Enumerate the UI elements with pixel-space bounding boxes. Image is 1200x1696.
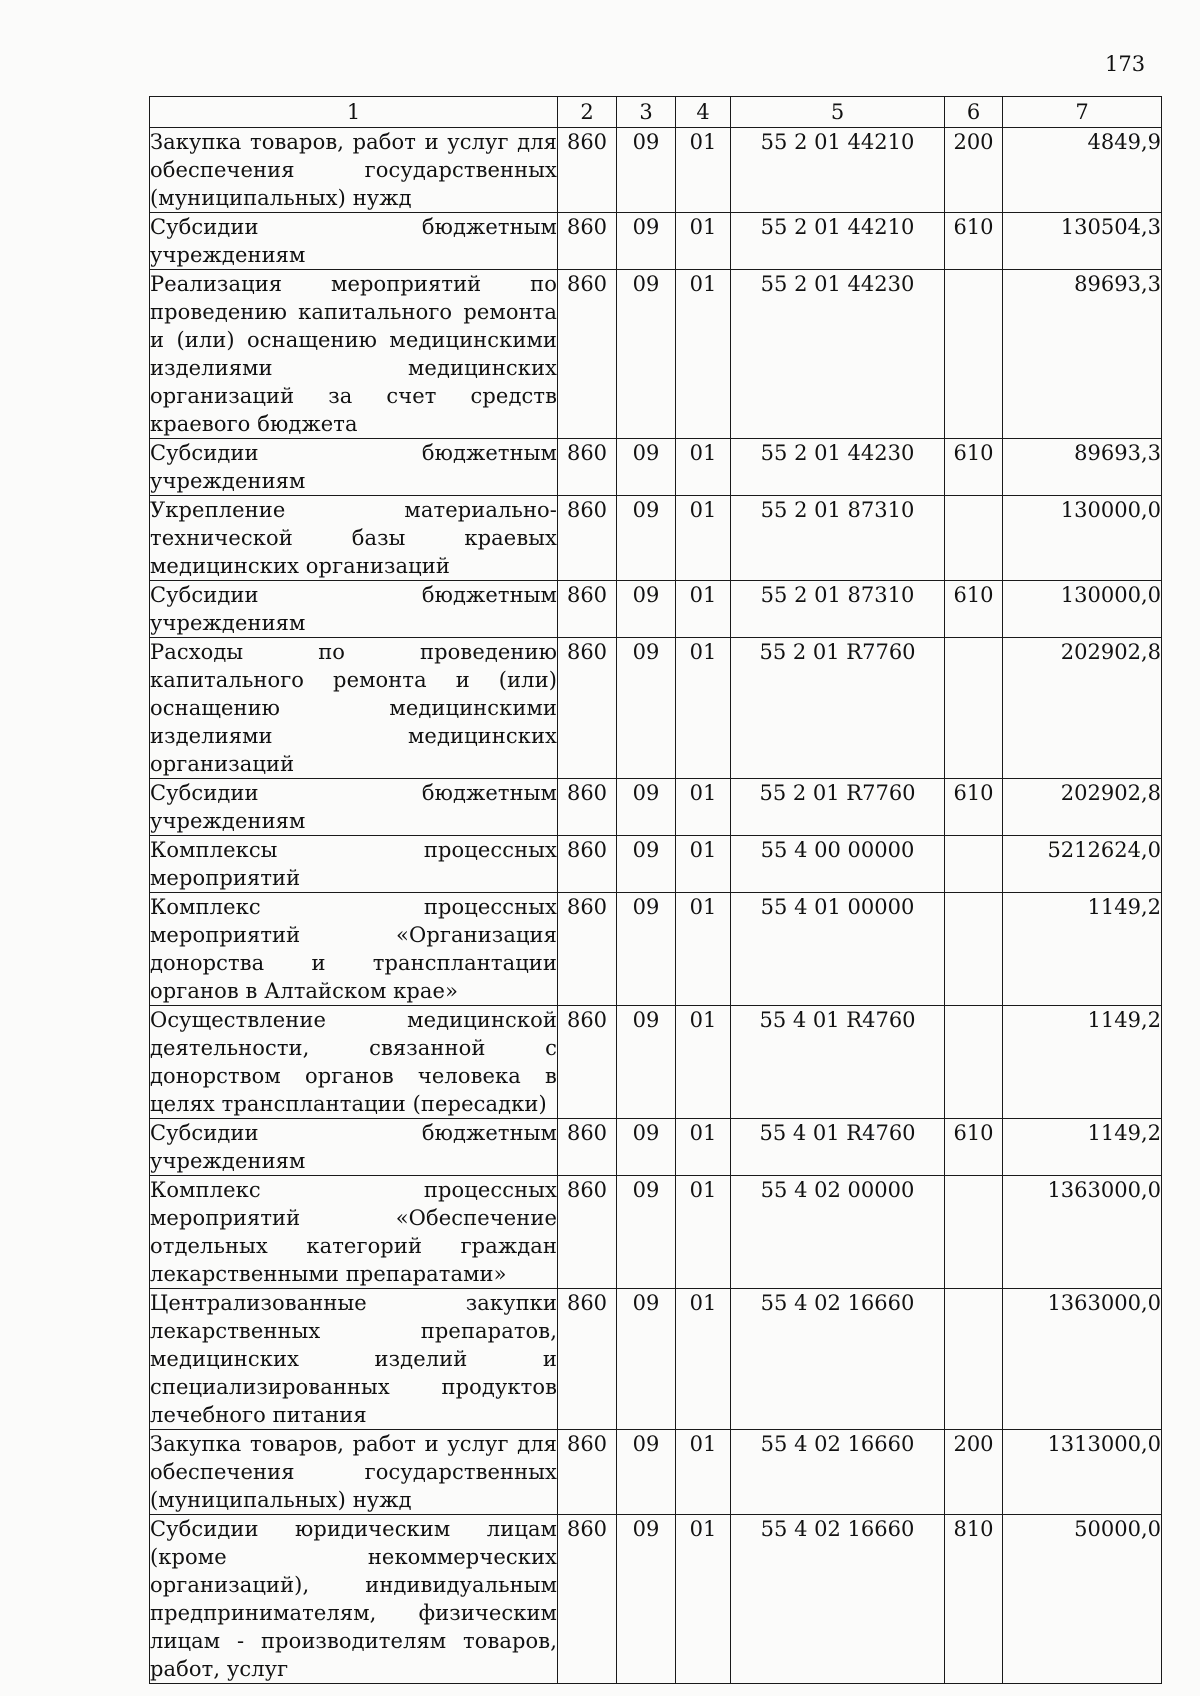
row-amount: 1149,2	[1003, 893, 1162, 1006]
row-section-code: 09	[617, 893, 676, 1006]
table-row	[150, 1119, 1162, 1176]
row-expense-type-code	[945, 496, 1003, 581]
row-section-code: 09	[617, 128, 676, 213]
row-ministry-code: 860	[558, 439, 617, 496]
row-name: Централизованные закупки лекарственных препаратов, медицинских изделий и специализированных продуктов лечебного питания	[150, 1289, 558, 1430]
row-target-item-code: 55 2 01 44210	[731, 128, 945, 213]
row-subsection-code: 01	[676, 779, 731, 836]
row-expense-type-code	[945, 270, 1003, 439]
row-ministry-code: 860	[558, 1515, 617, 1684]
row-expense-type-code: 200	[945, 1430, 1003, 1515]
row-section-code: 09	[617, 439, 676, 496]
row-ministry-code: 860	[558, 1176, 617, 1289]
row-section-code: 09	[617, 1119, 676, 1176]
table-row	[150, 213, 1162, 270]
row-target-item-code: 55 2 01 R7760	[731, 779, 945, 836]
row-amount: 89693,3	[1003, 439, 1162, 496]
row-target-item-code: 55 4 01 00000	[731, 893, 945, 1006]
table-row	[150, 496, 1162, 581]
row-target-item-code: 55 2 01 87310	[731, 496, 945, 581]
row-subsection-code: 01	[676, 1289, 731, 1430]
row-name: Субсидии бюджетным учреждениям	[150, 439, 558, 496]
row-expense-type-code	[945, 836, 1003, 893]
row-ministry-code: 860	[558, 1119, 617, 1176]
row-name: Комплекс процессных мероприятий «Обеспечение отдельных категорий граждан лекарственными препаратами»	[150, 1176, 558, 1289]
row-subsection-code: 01	[676, 496, 731, 581]
row-target-item-code: 55 2 01 R7760	[731, 638, 945, 779]
row-expense-type-code	[945, 638, 1003, 779]
row-subsection-code: 01	[676, 213, 731, 270]
row-name: Субсидии бюджетным учреждениям	[150, 779, 558, 836]
row-expense-type-code	[945, 1006, 1003, 1119]
column-header-7: 7	[1003, 97, 1162, 128]
row-name: Осуществление медицинской деятельности, связанной с донорством органов человека в целях трансплантации (пересадки)	[150, 1006, 558, 1119]
row-ministry-code: 860	[558, 581, 617, 638]
row-amount: 4849,9	[1003, 128, 1162, 213]
row-expense-type-code: 610	[945, 779, 1003, 836]
row-ministry-code: 860	[558, 1430, 617, 1515]
row-section-code: 09	[617, 213, 676, 270]
column-header-2: 2	[558, 97, 617, 128]
table-row	[150, 270, 1162, 439]
column-header-3: 3	[617, 97, 676, 128]
table-row	[150, 128, 1162, 213]
row-amount: 1313000,0	[1003, 1430, 1162, 1515]
row-subsection-code: 01	[676, 638, 731, 779]
row-target-item-code: 55 2 01 44210	[731, 213, 945, 270]
row-subsection-code: 01	[676, 1430, 731, 1515]
row-amount: 1363000,0	[1003, 1176, 1162, 1289]
row-ministry-code: 860	[558, 779, 617, 836]
row-subsection-code: 01	[676, 1006, 731, 1119]
row-amount: 202902,8	[1003, 638, 1162, 779]
row-section-code: 09	[617, 581, 676, 638]
table-row	[150, 1176, 1162, 1289]
row-name: Реализация мероприятий по проведению капитального ремонта и (или) оснащению медицинскими изделиями медицинских организаций за счет средств краевого бюджета	[150, 270, 558, 439]
row-target-item-code: 55 4 00 00000	[731, 836, 945, 893]
row-name: Субсидии бюджетным учреждениям	[150, 1119, 558, 1176]
row-name: Комплексы процессных мероприятий	[150, 836, 558, 893]
row-section-code: 09	[617, 836, 676, 893]
row-target-item-code: 55 4 02 16660	[731, 1289, 945, 1430]
row-expense-type-code: 610	[945, 581, 1003, 638]
row-expense-type-code: 610	[945, 439, 1003, 496]
column-header-4: 4	[676, 97, 731, 128]
column-header-6: 6	[945, 97, 1003, 128]
row-amount: 130000,0	[1003, 496, 1162, 581]
row-subsection-code: 01	[676, 1515, 731, 1684]
row-subsection-code: 01	[676, 893, 731, 1006]
row-target-item-code: 55 4 01 R4760	[731, 1119, 945, 1176]
table-row	[150, 836, 1162, 893]
table-body	[150, 128, 1162, 1684]
header-row	[150, 97, 1162, 128]
row-amount: 1363000,0	[1003, 1289, 1162, 1430]
row-subsection-code: 01	[676, 270, 731, 439]
row-target-item-code: 55 4 02 16660	[731, 1430, 945, 1515]
row-subsection-code: 01	[676, 1119, 731, 1176]
row-name: Субсидии бюджетным учреждениям	[150, 581, 558, 638]
row-ministry-code: 860	[558, 1006, 617, 1119]
row-section-code: 09	[617, 638, 676, 779]
table-row	[150, 1006, 1162, 1119]
row-expense-type-code	[945, 1289, 1003, 1430]
row-section-code: 09	[617, 779, 676, 836]
row-subsection-code: 01	[676, 581, 731, 638]
row-ministry-code: 860	[558, 496, 617, 581]
row-amount: 202902,8	[1003, 779, 1162, 836]
budget-table	[149, 96, 1162, 1684]
column-header-5: 5	[731, 97, 945, 128]
row-target-item-code: 55 2 01 44230	[731, 270, 945, 439]
row-target-item-code: 55 2 01 44230	[731, 439, 945, 496]
row-subsection-code: 01	[676, 128, 731, 213]
row-name: Расходы по проведению капитального ремонта и (или) оснащению медицинскими изделиями медицинских организаций	[150, 638, 558, 779]
row-amount: 1149,2	[1003, 1119, 1162, 1176]
row-subsection-code: 01	[676, 439, 731, 496]
row-name: Укрепление материально-технической базы краевых медицинских организаций	[150, 496, 558, 581]
row-amount: 130000,0	[1003, 581, 1162, 638]
table-row	[150, 1515, 1162, 1684]
row-subsection-code: 01	[676, 836, 731, 893]
row-expense-type-code: 200	[945, 128, 1003, 213]
row-target-item-code: 55 4 01 R4760	[731, 1006, 945, 1119]
table-row	[150, 638, 1162, 779]
row-expense-type-code	[945, 893, 1003, 1006]
row-amount: 5212624,0	[1003, 836, 1162, 893]
row-ministry-code: 860	[558, 213, 617, 270]
page-number: 173	[1105, 52, 1146, 76]
table-row	[150, 1289, 1162, 1430]
row-section-code: 09	[617, 1006, 676, 1119]
row-name: Субсидии юридическим лицам (кроме некоммерческих организаций), индивидуальным предпринимателям, физическим лицам - производителям товаров, работ, услуг	[150, 1515, 558, 1684]
row-ministry-code: 860	[558, 270, 617, 439]
row-expense-type-code: 610	[945, 1119, 1003, 1176]
row-target-item-code: 55 2 01 87310	[731, 581, 945, 638]
row-amount: 130504,3	[1003, 213, 1162, 270]
row-amount: 50000,0	[1003, 1515, 1162, 1684]
table-row	[150, 439, 1162, 496]
row-subsection-code: 01	[676, 1176, 731, 1289]
row-ministry-code: 860	[558, 1289, 617, 1430]
table-row	[150, 1430, 1162, 1515]
row-section-code: 09	[617, 1515, 676, 1684]
row-name: Комплекс процессных мероприятий «Организация донорства и трансплантации органов в Алтайском крае»	[150, 893, 558, 1006]
table-row	[150, 893, 1162, 1006]
row-ministry-code: 860	[558, 893, 617, 1006]
row-section-code: 09	[617, 1176, 676, 1289]
column-header-1: 1	[150, 97, 558, 128]
row-section-code: 09	[617, 1289, 676, 1430]
row-ministry-code: 860	[558, 836, 617, 893]
row-name: Закупка товаров, работ и услуг для обеспечения государственных (муниципальных) нужд	[150, 128, 558, 213]
row-section-code: 09	[617, 1430, 676, 1515]
row-expense-type-code	[945, 1176, 1003, 1289]
row-name: Закупка товаров, работ и услуг для обеспечения государственных (муниципальных) нужд	[150, 1430, 558, 1515]
row-expense-type-code: 610	[945, 213, 1003, 270]
row-target-item-code: 55 4 02 16660	[731, 1515, 945, 1684]
row-target-item-code: 55 4 02 00000	[731, 1176, 945, 1289]
row-expense-type-code: 810	[945, 1515, 1003, 1684]
row-ministry-code: 860	[558, 128, 617, 213]
row-amount: 89693,3	[1003, 270, 1162, 439]
row-section-code: 09	[617, 496, 676, 581]
row-amount: 1149,2	[1003, 1006, 1162, 1119]
row-section-code: 09	[617, 270, 676, 439]
table-row	[150, 581, 1162, 638]
row-name: Субсидии бюджетным учреждениям	[150, 213, 558, 270]
row-ministry-code: 860	[558, 638, 617, 779]
table-row	[150, 779, 1162, 836]
